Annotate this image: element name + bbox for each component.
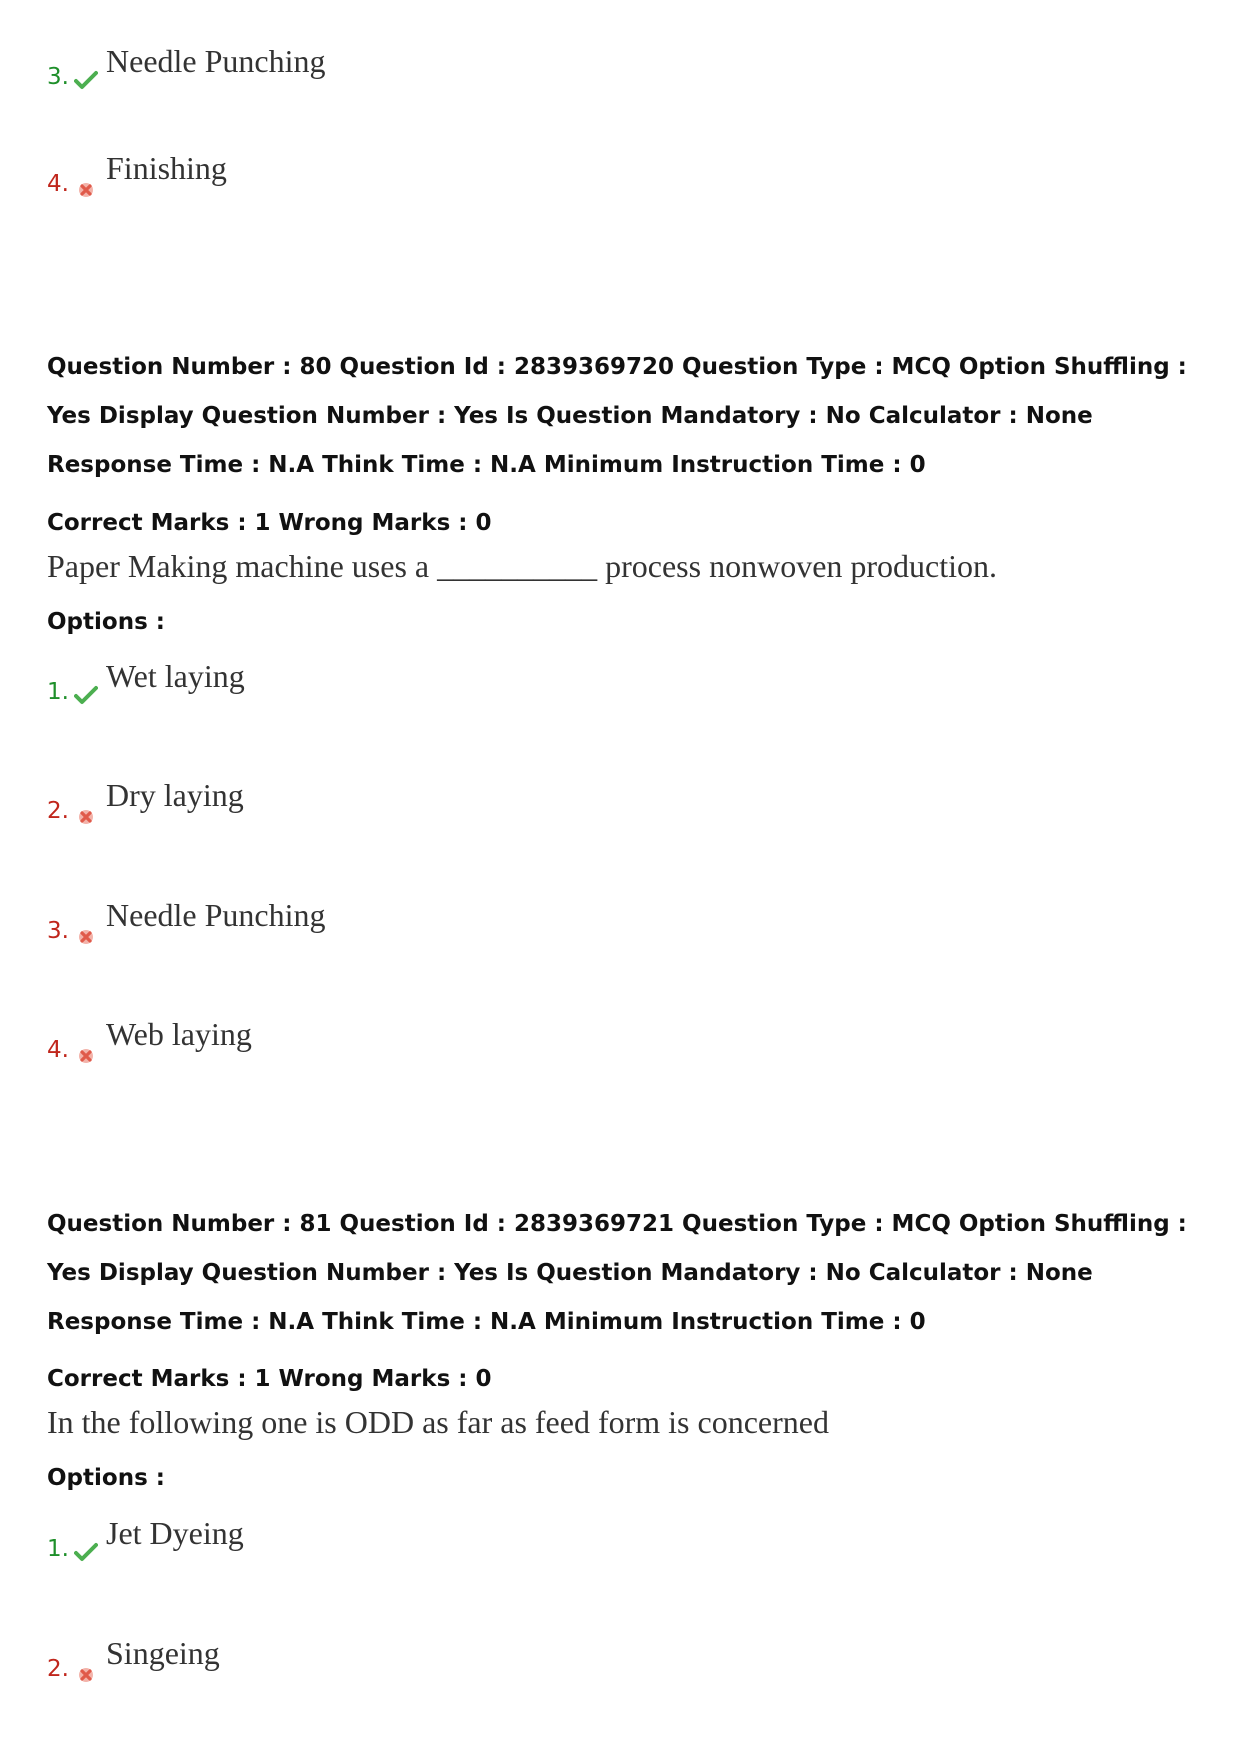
question-marks: Correct Marks : 1 Wrong Marks : 0 (47, 1366, 492, 1392)
cross-icon (74, 1661, 98, 1683)
option-number: 4. (47, 171, 69, 197)
cross-icon (74, 803, 98, 825)
option-text: Singeing (106, 1635, 220, 1671)
option-text: Needle Punching (106, 897, 326, 933)
option-row (47, 1018, 252, 1062)
check-icon (74, 69, 98, 91)
question-text: Paper Making machine uses a __________ process nonwoven production. (47, 548, 998, 584)
check-icon (74, 684, 98, 706)
option-number: 4. (47, 1037, 69, 1063)
option-text: Wet laying (106, 658, 245, 694)
options-label: Options : (47, 1465, 165, 1491)
option-row (47, 1517, 244, 1561)
option-row (47, 1637, 220, 1681)
option-row (47, 45, 326, 89)
question-meta: Question Number : 80 Question Id : 2839369720 Question Type : MCQ Option Shuffling : Yes Display Question Number : Yes Is Question Mandatory : No Calculator : None Response Time : N.A Think Time : N.A Minimum Instruction Time : 0 (47, 354, 1187, 478)
option-text: Dry laying (106, 777, 244, 813)
check-icon (74, 1541, 98, 1563)
question-meta: Question Number : 81 Question Id : 2839369721 Question Type : MCQ Option Shuffling : Yes Display Question Number : Yes Is Question Mandatory : No Calculator : None Response Time : N.A Think Time : N.A Minimum Instruction Time : 0 (47, 1211, 1187, 1335)
options-label: Options : (47, 609, 165, 635)
cross-icon (74, 923, 98, 945)
option-text: Jet Dyeing (106, 1515, 244, 1551)
option-row (47, 779, 244, 823)
question-marks: Correct Marks : 1 Wrong Marks : 0 (47, 510, 492, 536)
option-number: 2. (47, 1656, 69, 1682)
cross-icon (74, 1042, 98, 1064)
option-text: Web laying (106, 1016, 252, 1052)
option-number: 1. (47, 679, 69, 705)
option-row (47, 660, 245, 704)
option-text: Needle Punching (106, 43, 326, 79)
option-number: 3. (47, 918, 69, 944)
option-text: Finishing (106, 150, 227, 186)
cross-icon (74, 176, 98, 198)
option-number: 2. (47, 798, 69, 824)
option-number: 3. (47, 64, 69, 90)
question-text: In the following one is ODD as far as feed form is concerned (47, 1404, 829, 1440)
option-row (47, 899, 326, 943)
option-number: 1. (47, 1536, 69, 1562)
option-row (47, 152, 227, 196)
